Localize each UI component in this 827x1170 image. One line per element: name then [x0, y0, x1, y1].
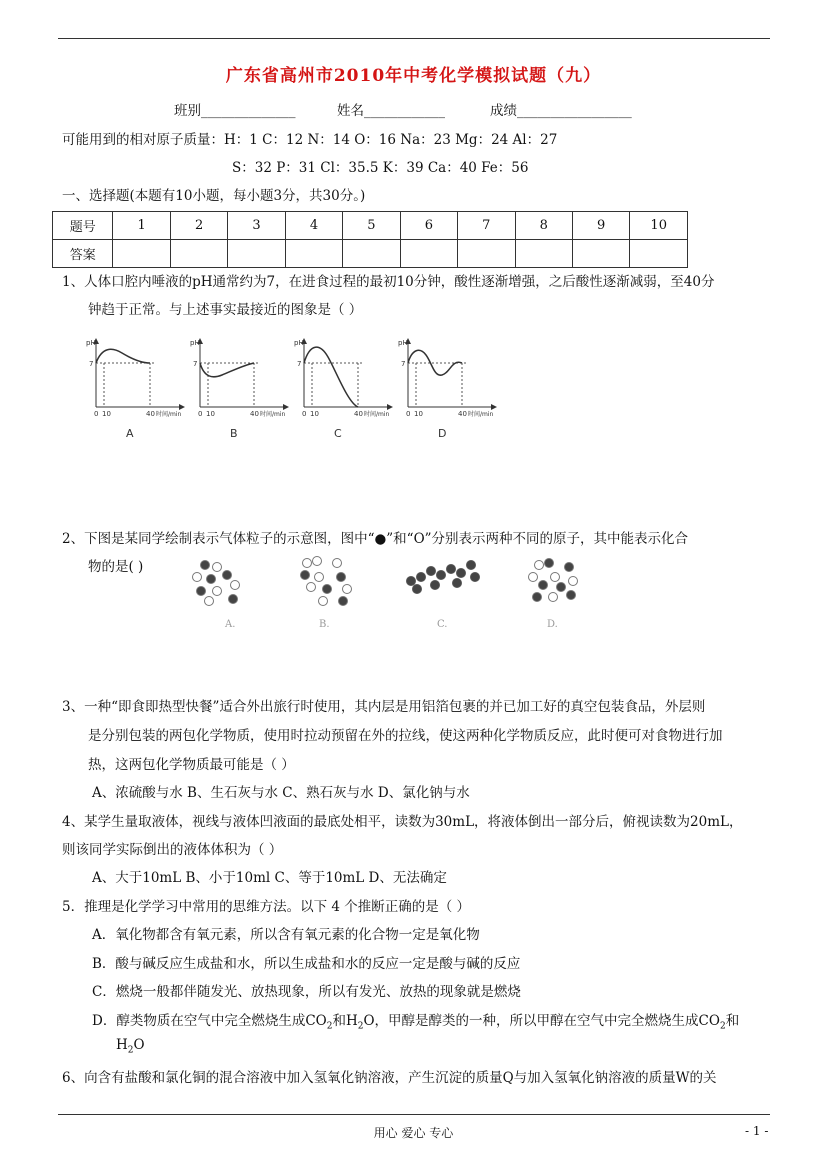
- table-cell: 4: [285, 212, 342, 240]
- q3-line3: 热，这两包化学物质最可能是（ ）: [88, 757, 295, 773]
- graph-d-y7: 7: [401, 360, 406, 368]
- class-field-label: 班别______________: [174, 103, 296, 119]
- q5-option-d: D．醇类物质在空气中完全燃烧生成$CO_2$和$H_2O$，甲醇是醇类的一种，所以甲醇在空气中完全燃烧生成$CO_2$和: [92, 1013, 740, 1032]
- graph-a-x40: 40: [146, 410, 155, 418]
- graph-d-xunit: 时间/min: [468, 411, 494, 418]
- q1-line2: 钟趋于正常。与上述事实最接近的图象是（ ）: [88, 302, 363, 318]
- particle-label-a: A.: [225, 619, 236, 630]
- graph-a-x10: 10: [102, 410, 111, 418]
- q6-line1: 6、向含有盐酸和氯化铜的混合溶液中加入氢氧化钠溶液，产生沉淀的质量Q与加入氢氧化钠溶液的质量W的关: [62, 1070, 717, 1086]
- graph-a-ylabel: pH: [86, 339, 96, 347]
- particle-diagram-a: [193, 561, 240, 631]
- graph-b-x10: 10: [206, 410, 215, 418]
- particle-diagram-d: [529, 559, 578, 631]
- q4-line1: 4、某学生量取液体，视线与液体凹液面的最底处相平，读数为30mL，将液体倒出一部分后，俯视读数为20mL，: [62, 814, 743, 830]
- particle-label-d: D.: [547, 619, 558, 630]
- answer-cell[interactable]: [458, 240, 515, 268]
- graph-d-ylabel: pH: [398, 339, 408, 347]
- graph-d: [398, 339, 494, 440]
- table-header-answer: 答案: [53, 240, 113, 268]
- table-cell: 10: [630, 212, 688, 240]
- atomic-masses-line2: S：32 P：31 Cl：35.5 K：39 Ca：40 Fe：56: [232, 160, 529, 176]
- graph-c-y7: 7: [297, 360, 302, 368]
- q5-option-d-continued: $H_2O$: [116, 1037, 145, 1056]
- score-field-label: 成绩_________________: [490, 103, 632, 119]
- page-number: - 1 -: [745, 1124, 769, 1138]
- graph-a-label: A: [126, 427, 134, 440]
- graph-c-x0: 0: [302, 410, 307, 418]
- q3-options: A、浓硫酸与水 B、生石灰与水 C、熟石灰与水 D、氯化钠与水: [92, 785, 470, 801]
- table-row: [53, 212, 688, 240]
- answer-cell[interactable]: [515, 240, 572, 268]
- answer-cell[interactable]: [228, 240, 285, 268]
- table-cell: 8: [515, 212, 572, 240]
- answer-cell[interactable]: [113, 240, 170, 268]
- answer-cell[interactable]: [572, 240, 629, 268]
- answer-cell[interactable]: [630, 240, 688, 268]
- answer-cell[interactable]: [170, 240, 227, 268]
- q4-line2: 则该同学实际倒出的液体体积为（ ）: [62, 842, 283, 858]
- graph-a-x0: 0: [94, 410, 99, 418]
- graph-b-label: B: [230, 427, 238, 440]
- q2-particle-diagrams: [185, 555, 605, 635]
- table-cell: 1: [113, 212, 170, 240]
- answer-cell[interactable]: [400, 240, 457, 268]
- q5-option-c: C．燃烧一般都伴随发光、放热现象，所以有发光、放热的现象就是燃烧: [92, 984, 521, 1000]
- q3-line1: 3、一种“即食即热型快餐”适合外出旅行时使用，其内层是用铝箔包裹的并已加工好的真空包装食品，外层则: [62, 699, 706, 715]
- bottom-rule: [58, 1114, 770, 1115]
- atomic-masses-line1: 可能用到的相对原子质量：H：1 C：12 N：14 O：16 Na：23 Mg：24 Al：27: [62, 132, 558, 148]
- answer-table: [52, 211, 688, 268]
- table-cell: 2: [170, 212, 227, 240]
- q1-line1: 1、人体口腔内唾液的pH通常约为7，在进食过程的最初10分钟，酸性逐渐增强，之后酸性逐渐减弱，至40分: [62, 274, 715, 290]
- q1-graphs: [82, 333, 502, 445]
- particle-label-b: B.: [319, 619, 330, 630]
- page-footer: 用心 爱心 专心: [373, 1126, 454, 1140]
- graph-c-label: C: [334, 427, 342, 440]
- graph-b-x40: 40: [250, 410, 259, 418]
- table-cell: 3: [228, 212, 285, 240]
- table-row: [53, 240, 688, 268]
- graph-b-y7: 7: [193, 360, 198, 368]
- graph-d-x10: 10: [414, 410, 423, 418]
- particle-diagram-b: [301, 557, 352, 631]
- graph-c-x40: 40: [354, 410, 363, 418]
- graph-a-xunit: 时间/min: [156, 411, 182, 418]
- q2-line1: 2、下图是某同学绘制表示气体粒子的示意图，图中“●”和“O”分别表示两种不同的原子，其中能表示化合: [62, 531, 689, 547]
- name-field-label: 姓名____________: [337, 103, 445, 119]
- graph-b-x0: 0: [198, 410, 203, 418]
- particle-diagram-c: [407, 561, 480, 631]
- graph-c-ylabel: pH: [294, 339, 304, 347]
- answer-cell[interactable]: [343, 240, 400, 268]
- q5-option-b: B．酸与碱反应生成盐和水，所以生成盐和水的反应一定是酸与碱的反应: [92, 956, 521, 972]
- table-cell: 9: [572, 212, 629, 240]
- page-title: 广东省高州市2010年中考化学模拟试题（九）: [225, 66, 602, 86]
- q4-options: A、大于10mL B、小于10ml C、等于10mL D、无法确定: [92, 870, 447, 886]
- graph-b-ylabel: pH: [190, 339, 200, 347]
- q3-line2: 是分别包装的两包化学物质，使用时拉动预留在外的拉线，使这两种化学物质反应，此时便可对食物进行加: [88, 728, 723, 744]
- particle-label-c: C.: [437, 619, 448, 630]
- graph-a-y7: 7: [89, 360, 94, 368]
- section-heading: 一、选择题(本题有10小题，每小题3分，共30分。): [62, 188, 366, 204]
- graph-a: [86, 339, 182, 440]
- table-cell: 5: [343, 212, 400, 240]
- q5-stem: 5．推理是化学学习中常用的思维方法。以下 4 个推断正确的是（ ）: [62, 899, 471, 915]
- graph-d-x40: 40: [458, 410, 467, 418]
- table-cell: 6: [400, 212, 457, 240]
- graph-b: [190, 339, 286, 440]
- graph-d-label: D: [438, 427, 447, 440]
- table-cell: 7: [458, 212, 515, 240]
- graph-b-xunit: 时间/min: [260, 411, 286, 418]
- graph-c-xunit: 时间/min: [364, 411, 390, 418]
- graph-d-x0: 0: [406, 410, 411, 418]
- answer-cell[interactable]: [285, 240, 342, 268]
- table-header-number: 题号: [53, 212, 113, 240]
- top-rule: [58, 38, 770, 39]
- q2-line2: 物的是( ): [88, 559, 144, 575]
- graph-c-x10: 10: [310, 410, 319, 418]
- q5-option-a: A．氧化物都含有氧元素，所以含有氧元素的化合物一定是氧化物: [92, 927, 480, 943]
- graph-c: [294, 339, 390, 440]
